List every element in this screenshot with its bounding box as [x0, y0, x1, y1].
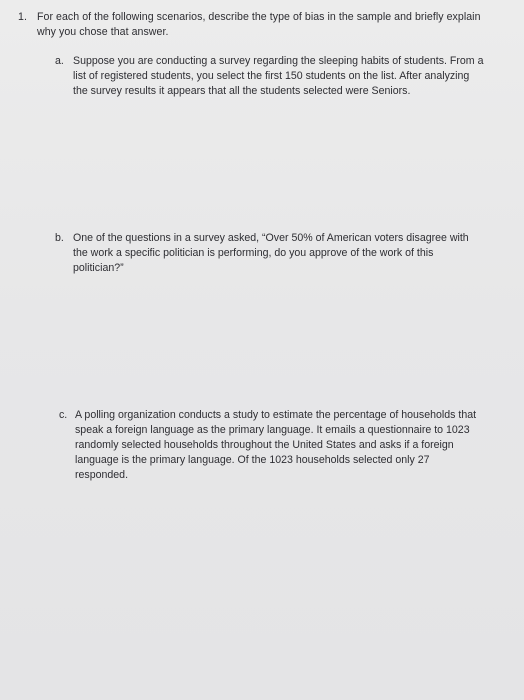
item-c-line-2: speak a foreign language as the primary language. It emails a questionnaire to 1023 [75, 424, 470, 436]
item-b-line-1: One of the questions in a survey asked, “Over 50% of American voters disagree with [73, 232, 469, 244]
item-c-line-4: language is the primary language. Of the 1023 households selected only 27 [75, 454, 430, 466]
item-b-line-3: politician?” [73, 262, 124, 274]
question-text-line-2: why you chose that answer. [37, 26, 169, 38]
item-c-letter: c. [59, 409, 68, 421]
item-c-line-5: responded. [75, 469, 129, 481]
item-b-line-2: the work a specific politician is performing, do you approve of the work of this [73, 247, 434, 259]
item-a-line-2: list of registered students, you select the first 150 students on the list. After analyzing [73, 70, 470, 82]
item-a-line-1: Suppose you are conducting a survey regarding the sleeping habits of students. From a [73, 55, 484, 67]
question-text-line-1: For each of the following scenarios, describe the type of bias in the sample and briefly explain [37, 11, 481, 23]
item-a-line-3: the survey results it appears that all the students selected were Seniors. [73, 85, 411, 97]
question-number: 1. [18, 11, 27, 23]
item-a-letter: a. [55, 55, 64, 67]
item-b-letter: b. [55, 232, 64, 244]
item-c-line-1: A polling organization conducts a study to estimate the percentage of households that [75, 409, 477, 421]
item-c-line-3: randomly selected households throughout the United States and asks if a foreign [75, 439, 454, 451]
